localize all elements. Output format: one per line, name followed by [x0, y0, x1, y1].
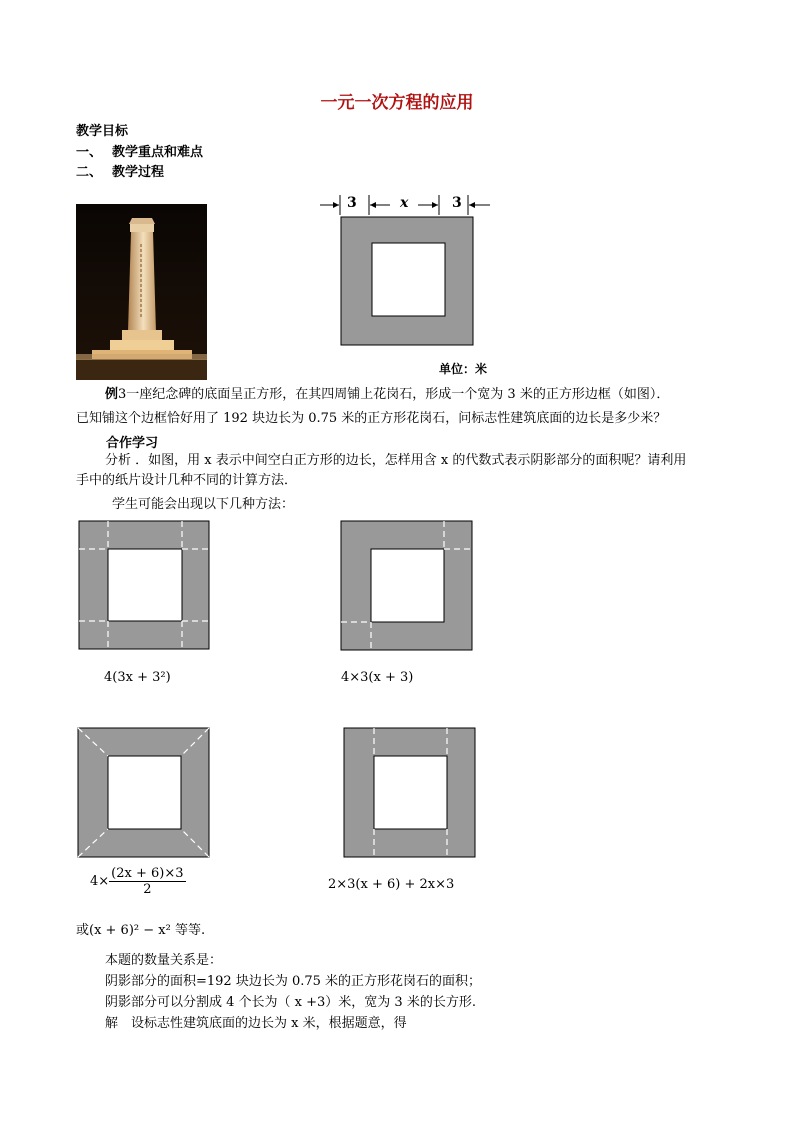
methods-intro: 学生可能会出现以下几种方法：	[112, 497, 295, 512]
analysis-line-2: 手中的纸片设计几种不同的计算方法．	[76, 473, 298, 488]
page-title: 一元一次方程的应用	[320, 93, 474, 113]
formula-3-denominator: 2	[143, 882, 152, 897]
frame-diagram	[312, 190, 502, 350]
example-line-1	[105, 384, 669, 405]
relation-2: 阴影部分可以分割成 4 个长为（ x +3）米，宽为 3 米的长方形.	[105, 995, 476, 1010]
formula-method-1: 4(3x + 3²)	[104, 670, 171, 685]
method-diagram-1	[78, 520, 212, 652]
monument-photo	[76, 204, 207, 380]
formula-method-2: 4×3(x + 3)	[341, 670, 414, 685]
formula-3-prefix: 4×	[90, 874, 110, 889]
heading-process: 教学过程	[112, 165, 165, 180]
example-line-2: 已知铺这个边框恰好用了 192 块边长为 0.75 米的正方形花岗石，问标志性建筑底面的边长是多少米？	[76, 411, 667, 426]
formula-method-3	[90, 866, 186, 897]
solution-line: 解 设标志性建筑底面的边长为 x 米，根据题意，得	[105, 1016, 407, 1031]
example-label: 例	[105, 387, 119, 402]
dimension-label-left: 3	[347, 195, 357, 211]
unit-label: 单位：米	[439, 362, 488, 376]
dimension-label-right: 3	[452, 195, 462, 211]
formula-3-fraction	[109, 866, 185, 897]
method-diagram-4	[343, 727, 477, 859]
heading-key-points-number: 一、	[76, 145, 103, 160]
formula-3-numerator: (2x + 6)×3	[111, 866, 184, 881]
relation-intro: 本题的数量关系是：	[105, 953, 223, 968]
heading-key-points: 教学重点和难点	[112, 145, 204, 160]
method-diagram-2	[340, 520, 474, 652]
heading-objectives: 教学目标	[76, 124, 129, 139]
formula-method-4: 2×3(x + 6) + 2x×3	[328, 877, 455, 892]
example-text-1: 3一座纪念碑的底面呈正方形，在其四周铺上花岗石，形成一个宽为 3 米的正方形边框（如图）．	[118, 387, 670, 402]
method-diagram-3	[77, 727, 211, 859]
heading-process-number: 二、	[76, 165, 103, 180]
dimension-label-middle: x	[400, 195, 409, 211]
relation-1: 阴影部分的面积=192 块边长为 0.75 米的正方形花岗石的面积；	[105, 974, 482, 989]
cooperative-learning-heading: 合作学习	[106, 436, 159, 451]
alternative-method: 或(x + 6)² − x² 等等.	[76, 923, 206, 938]
analysis-line-1: 分析 ．如图，用 x 表示中间空白正方形的边长，怎样用含 x 的代数式表示阴影部分的面积呢？请利用	[105, 453, 687, 468]
